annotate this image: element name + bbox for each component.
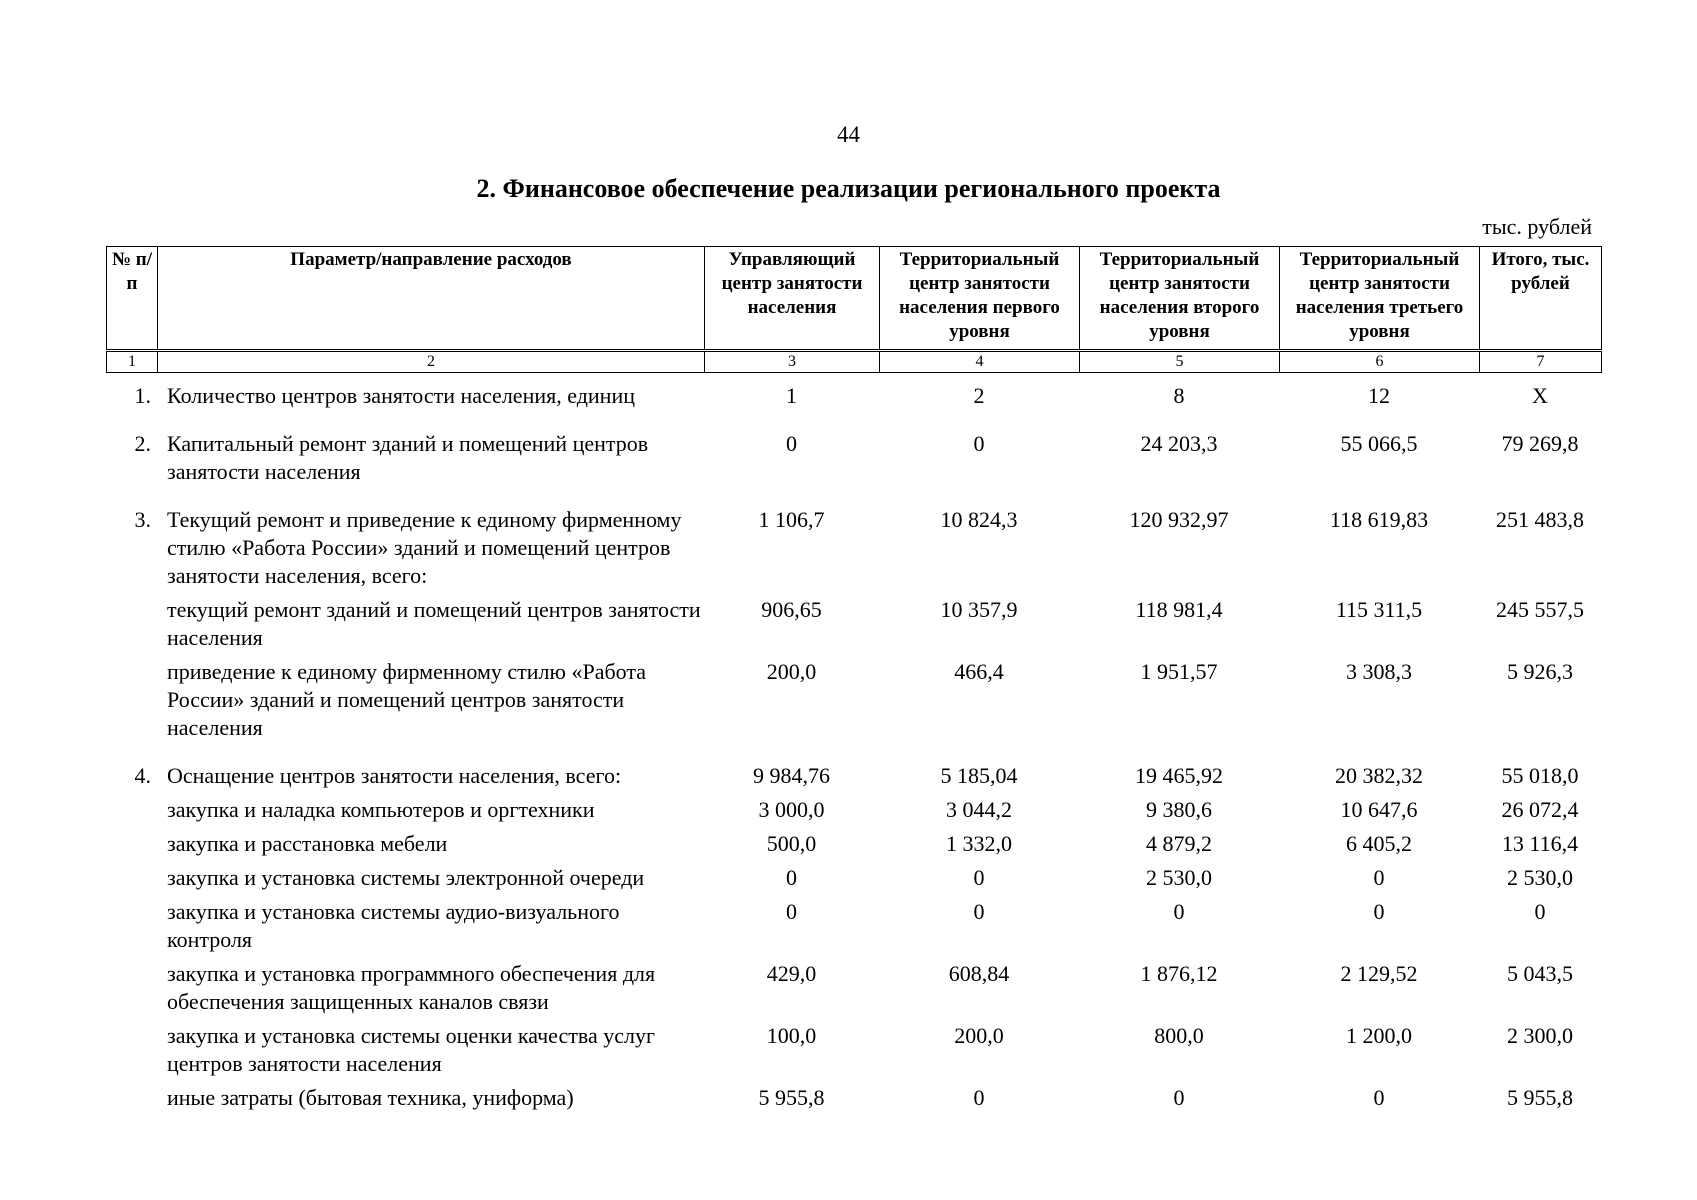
column-number: 7 — [1480, 351, 1602, 373]
header-managing-center: Управляющий центр занятости населения — [705, 247, 880, 351]
table-row — [106, 898, 1601, 960]
row-value-level-1: 0 — [973, 431, 985, 456]
header-level-1: Территориальный центр занятости населения первого уровня — [880, 247, 1080, 351]
row-value-level-2: 2 530,0 — [1146, 865, 1212, 890]
column-number: 3 — [705, 351, 880, 373]
row-value-level-2: 118 981,4 — [1135, 597, 1223, 622]
row-value-level-2: 8 — [1173, 383, 1185, 408]
row-parameter: Текущий ремонт и приведение к единому фирменному стилю «Работа России» зданий и помещений центров занятости населения, всего: — [167, 507, 682, 588]
row-value-level-1: 1 332,0 — [946, 831, 1012, 856]
row-value-managing-center: 9 984,76 — [753, 763, 830, 788]
row-value-total: 13 116,4 — [1501, 831, 1579, 856]
row-value-level-2: 1 951,57 — [1140, 659, 1218, 684]
row-value-level-2: 0 — [1173, 899, 1185, 924]
header-parameter: Параметр/направление расходов — [158, 247, 705, 351]
table-row — [106, 506, 1601, 596]
row-value-level-1: 3 044,2 — [946, 797, 1012, 822]
row-value-level-3: 6 405,2 — [1346, 831, 1412, 856]
row-number — [106, 864, 157, 898]
row-value-level-3: 0 — [1373, 899, 1385, 924]
row-value-total: 26 072,4 — [1501, 797, 1579, 822]
row-value-level-2: 24 203,3 — [1140, 431, 1218, 456]
row-value-total: 5 955,8 — [1507, 1085, 1573, 1110]
table-row — [106, 382, 1601, 430]
row-number — [106, 1084, 157, 1118]
row-value-level-3: 1 200,0 — [1346, 1023, 1412, 1048]
row-value-level-2: 9 380,6 — [1146, 797, 1212, 822]
row-value-total: 79 269,8 — [1501, 431, 1579, 456]
row-value-managing-center: 100,0 — [766, 1023, 817, 1048]
row-number: 3. — [134, 507, 151, 532]
row-parameter: текущий ремонт зданий и помещений центров занятости населения — [167, 597, 701, 650]
row-parameter: Капитальный ремонт зданий и помещений центров занятости населения — [167, 431, 649, 484]
row-parameter: Количество центров занятости населения, единиц — [167, 383, 635, 408]
row-value-level-1: 608,84 — [948, 961, 1010, 986]
table-row — [106, 796, 1601, 830]
table-row — [106, 1022, 1601, 1084]
row-value-total: 251 483,8 — [1496, 507, 1584, 532]
row-value-total: 2 300,0 — [1507, 1023, 1573, 1048]
row-value-level-2: 4 879,2 — [1146, 831, 1212, 856]
row-value-level-3: 2 129,52 — [1340, 961, 1418, 986]
table-body — [106, 382, 1601, 1118]
row-value-managing-center: 500,0 — [766, 831, 817, 856]
table-row — [106, 864, 1601, 898]
row-value-level-3: 10 647,6 — [1340, 797, 1418, 822]
row-value-level-3: 0 — [1373, 1085, 1385, 1110]
row-value-managing-center: 5 955,8 — [758, 1085, 825, 1110]
column-number: 2 — [158, 351, 705, 373]
row-value-level-1: 10 357,9 — [940, 597, 1018, 622]
row-parameter: закупка и установка системы оценки качества услуг центров занятости населения — [167, 1023, 655, 1076]
row-parameter: закупка и установка системы аудио-визуального контроля — [167, 899, 620, 952]
column-number: 5 — [1080, 351, 1280, 373]
row-number — [106, 898, 157, 960]
row-value-level-2: 120 932,97 — [1129, 507, 1229, 532]
row-value-total: 245 557,5 — [1496, 597, 1584, 622]
row-number — [106, 830, 157, 864]
row-value-managing-center: 0 — [786, 899, 797, 924]
row-value-level-3: 0 — [1373, 865, 1385, 890]
column-number: 1 — [107, 351, 158, 373]
header-total: Итого, тыс. рублей — [1480, 247, 1602, 351]
row-value-managing-center: 1 106,7 — [758, 507, 825, 532]
row-value-level-2: 800,0 — [1154, 1023, 1204, 1048]
column-number: 6 — [1280, 351, 1480, 373]
row-value-managing-center: 1 — [786, 383, 797, 408]
row-number — [106, 796, 157, 830]
table-header — [106, 246, 1602, 373]
row-value-level-3: 55 066,5 — [1340, 431, 1418, 456]
row-value-level-1: 200,0 — [954, 1023, 1004, 1048]
row-value-total: 2 530,0 — [1507, 865, 1573, 890]
row-value-level-1: 10 824,3 — [940, 507, 1018, 532]
row-value-managing-center: 0 — [786, 865, 797, 890]
row-parameter: Оснащение центров занятости населения, всего: — [167, 763, 622, 788]
row-value-total: 55 018,0 — [1501, 763, 1579, 788]
row-value-level-1: 0 — [973, 1085, 985, 1110]
row-value-level-1: 466,4 — [954, 659, 1004, 684]
header-number: № п/п — [107, 247, 158, 351]
row-number — [106, 596, 157, 658]
row-parameter: закупка и установка системы электронной очереди — [167, 865, 645, 890]
table-row — [106, 596, 1601, 658]
row-parameter: закупка и расстановка мебели — [167, 831, 448, 856]
row-parameter: закупка и установка программного обеспечения для обеспечения защищенных каналов связи — [167, 961, 656, 1014]
row-value-level-3: 115 311,5 — [1335, 597, 1423, 622]
row-value-level-3: 20 382,32 — [1335, 763, 1423, 788]
table-row — [106, 830, 1601, 864]
row-parameter: приведение к единому фирменному стилю «Работа России» зданий и помещений центров занятости населения — [167, 659, 647, 740]
row-value-level-2: 19 465,92 — [1135, 763, 1223, 788]
row-value-level-2: 1 876,12 — [1140, 961, 1218, 986]
table-row — [106, 1084, 1601, 1118]
row-value-level-1: 0 — [973, 865, 985, 890]
row-parameter: закупка и наладка компьютеров и оргтехники — [167, 797, 595, 822]
table-row — [106, 430, 1601, 506]
row-number: 1. — [134, 383, 151, 408]
column-number: 4 — [880, 351, 1080, 373]
row-value-level-1: 5 185,04 — [940, 763, 1018, 788]
row-value-total: 0 — [1534, 899, 1546, 924]
header-level-2: Территориальный центр занятости населения второго уровня — [1080, 247, 1280, 351]
table-row — [106, 960, 1601, 1022]
row-number — [106, 1022, 157, 1084]
row-number: 4. — [134, 763, 151, 788]
row-value-managing-center: 0 — [786, 431, 797, 456]
row-value-level-3: 3 308,3 — [1346, 659, 1412, 684]
row-value-managing-center: 906,65 — [761, 597, 822, 622]
row-value-level-1: 0 — [973, 899, 985, 924]
units-label: тыс. рублей — [1482, 214, 1592, 239]
row-value-managing-center: 200,0 — [766, 659, 817, 684]
row-value-managing-center: 3 000,0 — [758, 797, 825, 822]
row-value-total: Х — [1532, 383, 1548, 408]
row-number — [106, 960, 157, 1022]
table-row — [106, 762, 1601, 796]
row-value-managing-center: 429,0 — [766, 961, 817, 986]
row-value-level-1: 2 — [973, 383, 985, 408]
row-value-level-2: 0 — [1173, 1085, 1185, 1110]
page-number: 44 — [837, 122, 860, 147]
row-value-level-3: 118 619,83 — [1329, 507, 1429, 532]
row-value-total: 5 926,3 — [1507, 659, 1573, 684]
row-number: 2. — [134, 431, 151, 456]
row-number — [106, 658, 157, 762]
table-row — [106, 658, 1601, 762]
document-title: 2. Финансовое обеспечение реализации регионального проекта — [476, 174, 1221, 203]
header-level-3: Территориальный центр занятости населения третьего уровня — [1280, 247, 1480, 351]
row-parameter: иные затраты (бытовая техника, униформа) — [167, 1085, 574, 1110]
row-value-total: 5 043,5 — [1507, 961, 1573, 986]
row-value-level-3: 12 — [1368, 383, 1390, 408]
